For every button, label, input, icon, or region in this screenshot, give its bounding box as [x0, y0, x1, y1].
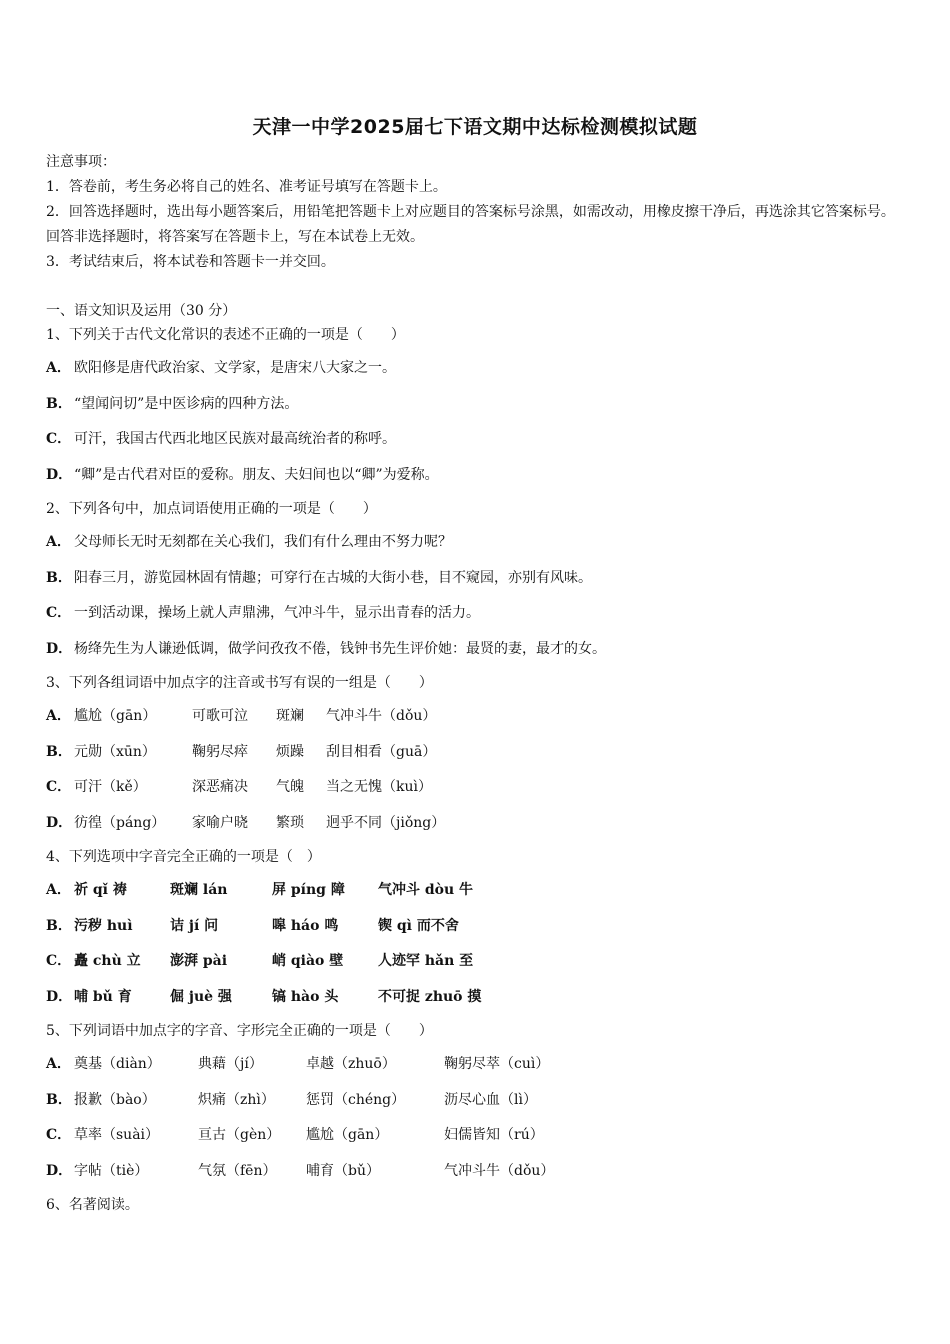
question-1	[46, 324, 906, 498]
option-c	[46, 427, 906, 463]
question-3	[46, 672, 906, 846]
option-text: “望闻问切”是中医诊病的四种方法。	[74, 395, 299, 412]
option-c	[46, 775, 906, 811]
question-stem: 6、名著阅读。	[46, 1197, 139, 1213]
word-cell: 可汗（kě）	[74, 779, 147, 795]
option-letter: A．	[46, 708, 71, 724]
question-stem: 1、下列关于古代文化常识的表述不正确的一项是（ ）	[46, 327, 405, 343]
option-text: 杨绛先生为人谦逊低调，做学问孜孜不倦，钱钟书先生评价她：最贤的妻，最才的女。	[74, 640, 606, 657]
word-cell: 元勋（xūn）	[74, 743, 156, 760]
option-letter: C．	[46, 953, 72, 969]
word-cell: 斑斓	[276, 708, 304, 724]
option-letter: B．	[46, 917, 72, 934]
option-c	[46, 601, 906, 637]
word-cell: 屏 píng 障	[272, 882, 345, 898]
page-title: 天津一中学2025届七下语文期中达标检测模拟试题	[252, 116, 698, 138]
option-letter: A．	[46, 534, 71, 550]
option-d	[46, 811, 906, 847]
word-cell: 卓越（zhuō）	[306, 1056, 396, 1072]
option-a	[46, 356, 906, 392]
option-b	[46, 566, 906, 602]
word-cell: 不可捉 zhuō 摸	[378, 988, 482, 1005]
option-letter: C．	[46, 605, 72, 621]
option-b	[46, 1088, 906, 1124]
word-cell: 鞠躬尽萃（cuì）	[444, 1056, 550, 1072]
word-cell: 亘古（gèn）	[198, 1127, 281, 1143]
option-letter: D．	[46, 814, 73, 831]
question-2	[46, 498, 906, 672]
word-cell: 草率（suài）	[74, 1127, 160, 1143]
option-a	[46, 878, 906, 914]
notice-item: 1．答卷前，考生务必将自己的姓名、准考证号填写在答题卡上。	[46, 179, 447, 195]
word-cell: 典藉（jí）	[198, 1056, 263, 1072]
option-letter: B．	[46, 569, 72, 586]
question-stem: 4、下列选项中字音完全正确的一项是（ ）	[46, 849, 321, 865]
option-letter: C．	[46, 1127, 72, 1143]
word-cell: 炽痛（zhì）	[198, 1091, 275, 1108]
section-title: 一、语文知识及运用（30 分）	[46, 303, 237, 319]
word-cell: 人迹罕 hǎn 至	[378, 953, 474, 969]
option-text: 阳春三月，游览园林固有情趣；可穿行在古城的大街小巷，目不窥园，亦别有风味。	[74, 569, 592, 586]
word-cell: 诘 jí 问	[170, 917, 219, 934]
option-d	[46, 1159, 906, 1195]
word-cell: 迥乎不同（jiǒng）	[326, 814, 446, 831]
option-a	[46, 1052, 906, 1088]
word-cell: 深恶痛决	[192, 779, 248, 795]
word-cell: 污秽 huì	[74, 917, 133, 934]
option-a	[46, 530, 906, 566]
option-letter: A．	[46, 882, 71, 898]
word-cell: 尴尬（gān）	[306, 1127, 389, 1143]
option-letter: C．	[46, 431, 72, 447]
option-d	[46, 637, 906, 673]
option-letter: D．	[46, 640, 73, 657]
word-cell: 祈 qǐ 祷	[74, 882, 127, 898]
word-cell: 妇儒皆知（rú）	[444, 1127, 544, 1143]
word-cell: 当之无愧（kuì）	[326, 779, 432, 795]
notice-heading: 注意事项：	[46, 154, 116, 170]
word-cell: 矗 chù 立	[74, 953, 141, 969]
option-d	[46, 985, 906, 1021]
question-4	[46, 846, 906, 1020]
option-a	[46, 704, 906, 740]
word-cell: 气氛（fēn）	[198, 1162, 277, 1179]
word-cell: 刮目相看（guā）	[326, 743, 437, 760]
word-cell: 尴尬（gān）	[74, 708, 157, 724]
word-cell: 峭 qiào 壁	[272, 953, 344, 969]
word-cell: 气冲斗牛（dǒu）	[326, 708, 437, 724]
word-cell: 斑斓 lán	[170, 882, 228, 898]
option-c	[46, 949, 906, 985]
question-stem: 3、下列各组词语中加点字的注音或书写有误的一组是（ ）	[46, 675, 433, 691]
option-letter: B．	[46, 395, 72, 412]
word-cell: 澎湃 pài	[170, 953, 228, 969]
word-cell: 惩罚（chéng）	[306, 1091, 406, 1108]
word-cell: 哺 bǔ 育	[74, 988, 132, 1005]
word-cell: 气冲斗牛（dǒu）	[444, 1162, 555, 1179]
word-cell: 镐 hào 头	[272, 988, 339, 1005]
word-cell: 气冲斗 dòu 牛	[378, 882, 474, 898]
notice-item: 3．考试结束后，将本试卷和答题卡一并交回。	[46, 254, 335, 270]
word-cell: 奠基（diàn）	[74, 1056, 161, 1072]
option-text: 父母师长无时无刻都在关心我们，我们有什么理由不努力呢？	[74, 534, 452, 550]
option-text: 一到活动课，操场上就人声鼎沸，气冲斗牛，显示出青春的活力。	[74, 605, 480, 621]
word-cell: 报歉（bào）	[74, 1091, 156, 1108]
notice-item: 2．回答选择题时，选出每小题答案后，用铅笔把答题卡上对应题目的答案标号涂黑，如需改动，用橡皮擦干净后，再选涂其它答案标号。回答非选择题时，将答案写在答题卡上，写在本试卷上无效。	[46, 204, 895, 245]
word-cell: 家喻户晓	[192, 814, 248, 831]
word-cell: 彷徨（páng）	[74, 814, 166, 831]
word-cell: 气魄	[276, 779, 304, 795]
option-c	[46, 1123, 906, 1159]
option-letter: D．	[46, 1162, 73, 1179]
option-b	[46, 914, 906, 950]
word-cell: 哺育（bǔ）	[306, 1162, 380, 1179]
word-cell: 烦躁	[276, 743, 304, 760]
word-cell: 嗥 háo 鸣	[272, 917, 339, 934]
option-d	[46, 463, 906, 499]
option-text: “卿”是古代君对臣的爱称。朋友、夫妇间也以“卿”为爱称。	[74, 466, 439, 483]
option-letter: B．	[46, 743, 72, 760]
word-cell: 鞠躬尽瘁	[192, 743, 248, 760]
question-5	[46, 1020, 906, 1194]
notice-section	[46, 150, 896, 275]
word-cell: 字帖（tiè）	[74, 1162, 149, 1179]
section-language-knowledge	[46, 300, 906, 1226]
word-cell: 繁琐	[276, 814, 304, 831]
word-cell: 可歌可泣	[192, 708, 248, 724]
word-cell: 倔 juè 强	[170, 988, 232, 1005]
option-text: 可汗，我国古代西北地区民族对最高统治者的称呼。	[74, 431, 396, 447]
option-text: 欧阳修是唐代政治家、文学家，是唐宋八大家之一。	[74, 360, 396, 376]
question-6	[46, 1194, 906, 1226]
question-stem: 2、下列各句中，加点词语使用正确的一项是（ ）	[46, 501, 377, 517]
option-letter: C．	[46, 779, 72, 795]
option-letter: B．	[46, 1091, 72, 1108]
option-letter: A．	[46, 1056, 71, 1072]
option-letter: D．	[46, 988, 73, 1005]
option-letter: D．	[46, 466, 73, 483]
option-b	[46, 740, 906, 776]
option-b	[46, 392, 906, 428]
option-letter: A．	[46, 360, 71, 376]
question-stem: 5、下列词语中加点字的字音、字形完全正确的一项是（ ）	[46, 1023, 433, 1039]
word-cell: 锲 qì 而不舍	[378, 917, 459, 934]
word-cell: 沥尽心血（lì）	[444, 1091, 537, 1108]
